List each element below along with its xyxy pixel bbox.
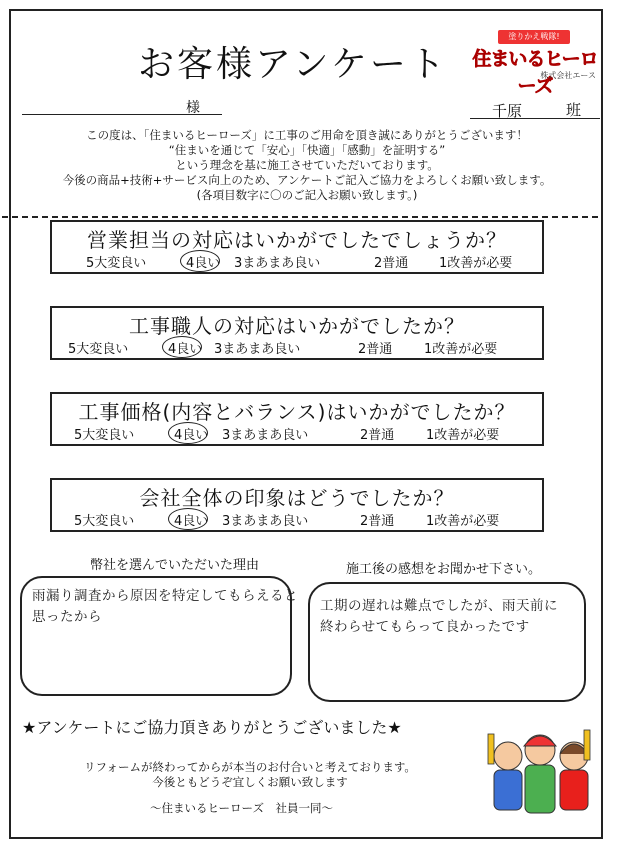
intro-text (22, 128, 592, 203)
selected-answer-circle (168, 508, 208, 530)
question-company-impression (50, 478, 544, 532)
logo-company: 株式会社エース (540, 71, 596, 80)
option-4[interactable]: 4良い (174, 514, 209, 529)
closing-line: リフォームが終わってからが本当のお付合いと考えております。 (84, 760, 416, 774)
logo-tagline: 塗りかえ戦隊! (498, 30, 570, 44)
option-2[interactable]: 2普通 (358, 342, 393, 357)
selected-answer-circle (180, 250, 220, 272)
option-3[interactable]: 3まあまあ良い (234, 256, 321, 271)
impression-heading: 施工後の感想をお聞かせ下さい。 (346, 562, 542, 577)
customer-honorific: 様 (186, 100, 200, 116)
thanks-message: ★アンケートにご協力頂きありがとうございました★ (22, 718, 402, 737)
question-title: 工事職人の対応はいかがでしたか？ (129, 314, 465, 338)
selected-answer-circle (162, 336, 202, 358)
option-2[interactable]: 2普通 (374, 256, 409, 271)
company-logo (470, 30, 600, 97)
option-5[interactable]: 5大変良い (86, 256, 147, 271)
option-1[interactable]: 1改善が必要 (426, 514, 500, 529)
closing-message (40, 760, 460, 790)
signature: ～住まいるヒーローズ 社員一同～ (150, 801, 333, 815)
intro-line: という理念を基に施工させていただいております。 (175, 158, 439, 172)
cut-line-divider (2, 216, 598, 218)
option-2[interactable]: 2普通 (360, 428, 395, 443)
impression-answer-line: 終わらせてもらって良かったです (320, 619, 530, 635)
option-3[interactable]: 3まあまあ良い (222, 428, 309, 443)
option-1[interactable]: 1改善が必要 (426, 428, 500, 443)
option-5[interactable]: 5大変良い (74, 428, 135, 443)
option-4[interactable]: 4良い (174, 428, 209, 443)
option-2[interactable]: 2普通 (360, 514, 395, 529)
question-craftsman (50, 306, 544, 360)
reason-answer-line: 雨漏り調査から原因を特定してもらえると (32, 588, 298, 604)
option-3[interactable]: 3まあまあ良い (214, 342, 301, 357)
option-4[interactable]: 4良い (168, 342, 203, 357)
intro-line: 今後の商品+技術+サービス向上のため、アンケートご記入ご協力をよろしくお願い致します。 (62, 173, 552, 187)
team-suffix: 班 (566, 101, 582, 119)
question-sales-rep (50, 220, 544, 274)
option-4[interactable]: 4良い (186, 256, 221, 271)
question-title: 工事価格(内容とバランス)はいかがでしたか？ (78, 400, 516, 424)
closing-line: 今後ともどうぞ宜しくお願い致します (152, 775, 348, 789)
option-5[interactable]: 5大変良い (74, 514, 135, 529)
impression-answer-line: 工期の遅れは難点でしたが、雨天前に (320, 598, 558, 614)
option-1[interactable]: 1改善が必要 (424, 342, 498, 357)
selected-answer-circle (168, 422, 208, 444)
intro-line: “住まいを通じて「安心」「快適」「感動」を証明する” (168, 143, 446, 157)
intro-line: この度は、「住まいるヒーローズ」に工事のご用命を頂き誠にありがとうございます！ (86, 128, 528, 142)
logo-brand: 住まいるヒーローズ (472, 48, 598, 97)
option-3[interactable]: 3まあまあ良い (222, 514, 309, 529)
reason-answer-line: 思ったから (32, 609, 102, 625)
team-member-handwriting: 千原 (492, 102, 523, 120)
reason-heading: 幣社を選んでいただいた理由 (90, 558, 260, 573)
question-title: 会社全体の印象はどうでしたか？ (139, 486, 455, 510)
team-line (470, 118, 600, 119)
option-1[interactable]: 1改善が必要 (439, 256, 513, 271)
hero-characters-illustration (480, 716, 598, 826)
option-5[interactable]: 5大変良い (68, 342, 129, 357)
question-title: 営業担当の対応はいかがでしたでしょうか？ (87, 228, 507, 252)
page-title: お客様アンケート (138, 44, 448, 85)
question-price (50, 392, 544, 446)
intro-line: (各項目数字に〇のご記入お願い致します。) (196, 188, 418, 202)
